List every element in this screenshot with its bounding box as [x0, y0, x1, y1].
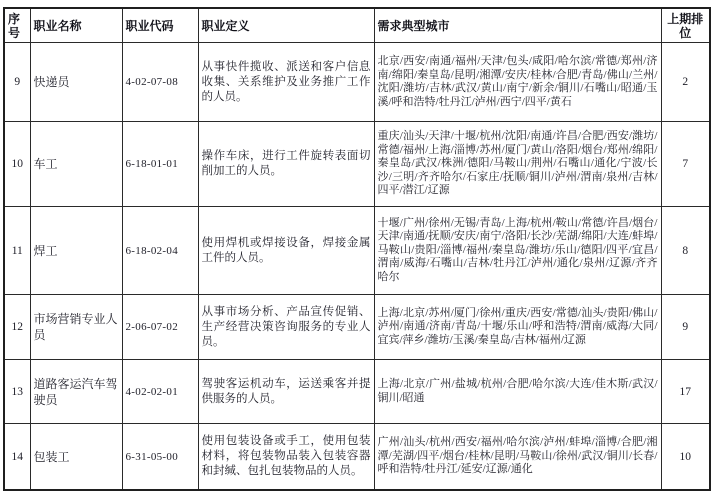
- cell-occupation-name: 车工: [30, 122, 122, 207]
- cell-cities: 重庆/汕头/天津/十堰/杭州/沈阳/南通/许昌/合肥/西安/潍坊/常德/福州/上海/淄博/苏州/厦门/黄山/洛阳/烟台/郑州/绵阳/秦皇岛/武汉/株洲/德阳/马鞍山/荆州/石嘴山/通化/宁波/长沙/三明/齐齐哈尔/石家庄/抚顺/铜川/泸州/渭南/泉州/吉林/四平/潜江/辽源: [374, 122, 661, 207]
- cell-no: 10: [4, 122, 30, 207]
- table-row: [4, 360, 710, 424]
- cell-prev-rank: 2: [661, 43, 710, 122]
- cell-occupation-name: 焊工: [30, 207, 122, 295]
- cell-occupation-code: 6-18-01-01: [122, 122, 198, 207]
- table-header-row: [4, 8, 710, 43]
- cell-definition: 使用焊机或焊接设备，焊接金属工件的人员。: [198, 207, 374, 295]
- table-row: [4, 295, 710, 360]
- cell-occupation-name: 包装工: [30, 424, 122, 491]
- cell-definition: 操作车床，进行工件旋转表面切削加工的人员。: [198, 122, 374, 207]
- header-prev-rank: 上期排位: [661, 8, 710, 43]
- cell-no: 11: [4, 207, 30, 295]
- table-row: [4, 207, 710, 295]
- cell-definition: 使用包装设备或手工，使用包装材料，将包装物品装入包装容器和封缄、包扎包装物品的人员。: [198, 424, 374, 491]
- cell-cities: 上海/北京/广州/盐城/杭州/合肥/哈尔滨/大连/佳木斯/武汉/铜川/昭通: [374, 360, 661, 424]
- cell-occupation-code: 4-02-02-01: [122, 360, 198, 424]
- cell-occupation-code: 2-06-07-02: [122, 295, 198, 360]
- table-row: [4, 122, 710, 207]
- cell-occupation-code: 6-31-05-00: [122, 424, 198, 491]
- cell-no: 13: [4, 360, 30, 424]
- cell-definition: 从事市场分析、产品宣传促销、生产经营决策咨询服务的专业人员。: [198, 295, 374, 360]
- table-row: [4, 424, 710, 491]
- cell-occupation-name: 市场营销专业人员: [30, 295, 122, 360]
- cell-cities: 北京/西安/南通/福州/天津/包头/咸阳/哈尔滨/常德/郑州/济南/绵阳/秦皇岛/昆明/湘潭/安庆/桂林/合肥/青岛/佛山/兰州/沈阳/潍坊/吉林/武汉/黄山/南宁/新余/铜川/石嘴山/昭通/玉溪/呼和浩特/牡丹江/泸州/西宁/四平/黄石: [374, 43, 661, 122]
- header-code: 职业代码: [122, 8, 198, 43]
- cell-no: 14: [4, 424, 30, 491]
- cell-definition: 驾驶客运机动车，运送乘客并提供服务的人员。: [198, 360, 374, 424]
- table-row: [4, 43, 710, 122]
- cell-prev-rank: 9: [661, 295, 710, 360]
- cell-cities: 广州/汕头/杭州/西安/福州/哈尔滨/泸州/蚌埠/淄博/合肥/湘潭/芜湖/四平/烟台/桂林/昆明/马鞍山/徐州/武汉/铜川/长春/呼和浩特/牡丹江/延安/辽源/通化: [374, 424, 661, 491]
- header-cities: 需求典型城市: [374, 8, 661, 43]
- header-no: 序号: [4, 8, 30, 43]
- cell-cities: 十堰/广州/徐州/无锡/青岛/上海/杭州/鞍山/常德/许昌/烟台/天津/南通/抚顺/安庆/南宁/洛阳/长沙/芜湖/绵阳/大连/蚌埠/马鞍山/贵阳/淄博/福州/秦皇岛/潍坊/乐山/德阳/四平/宜昌/渭南/威海/石嘴山/吉林/牡丹江/泸州/通化/泉州/辽源/齐齐哈尔: [374, 207, 661, 295]
- cell-definition: 从事快件揽收、派送和客户信息收集、关系维护及业务推广工作的人员。: [198, 43, 374, 122]
- cell-prev-rank: 7: [661, 122, 710, 207]
- cell-prev-rank: 17: [661, 360, 710, 424]
- cell-no: 12: [4, 295, 30, 360]
- cell-prev-rank: 8: [661, 207, 710, 295]
- cell-cities: 上海/北京/苏州/厦门/徐州/重庆/西安/常德/汕头/贵阳/佛山/泸州/南通/济南/青岛/十堰/乐山/呼和浩特/渭南/威海/大同/宜宾/萍乡/潍坊/玉溪/秦皇岛/吉林/福州/辽源: [374, 295, 661, 360]
- header-definition: 职业定义: [198, 8, 374, 43]
- cell-occupation-code: 6-18-02-04: [122, 207, 198, 295]
- occupation-ranking-table: [3, 7, 711, 491]
- cell-occupation-code: 4-02-07-08: [122, 43, 198, 122]
- cell-no: 9: [4, 43, 30, 122]
- cell-occupation-name: 快递员: [30, 43, 122, 122]
- cell-prev-rank: 10: [661, 424, 710, 491]
- header-name: 职业名称: [30, 8, 122, 43]
- cell-occupation-name: 道路客运汽车驾驶员: [30, 360, 122, 424]
